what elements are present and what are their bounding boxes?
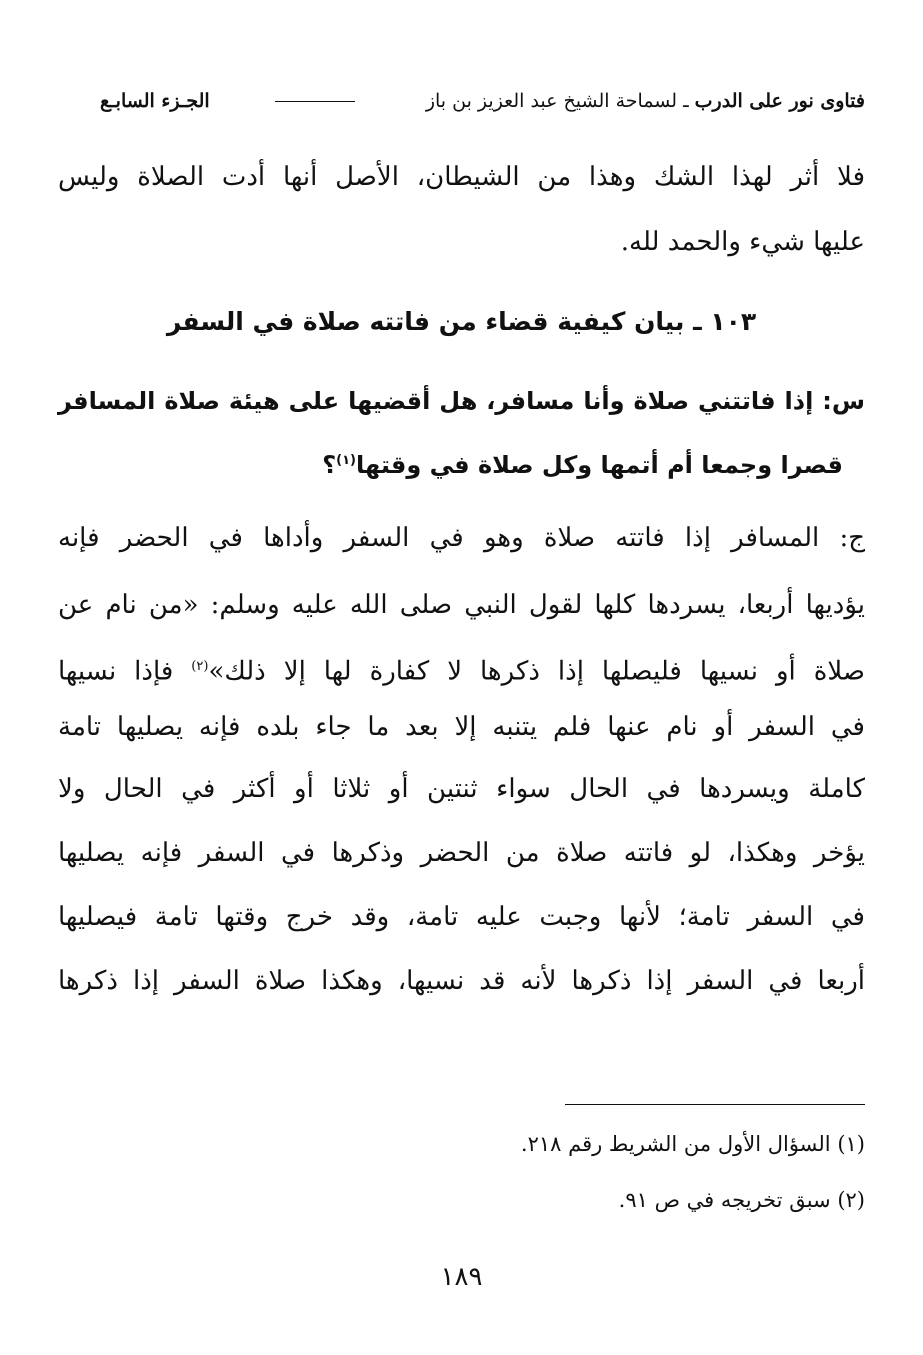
page-number: ١٨٩ (440, 1262, 483, 1292)
part-title: الجـزء السابـع (100, 90, 210, 112)
continuation-line-2: عليها شيء والحمد لله. (620, 227, 865, 257)
footnote-2: (٢) سبق تخريجه في ص ٩١. (618, 1188, 865, 1212)
footnote-separator (565, 1104, 865, 1105)
header-author: ـ لسماحة الشيخ عبد العزيز بن باز (425, 90, 689, 112)
question-line-2-text: قصرا وجمعا أم أتمها وكل صلاة في وقتها (355, 451, 843, 479)
running-header (100, 84, 865, 118)
answer-line-2: يؤديها أربعا، يسردها كلها لقول النبي صلى الله عليه وسلم: «من نام عن (58, 590, 865, 620)
footnote-1: (١) السؤال الأول من الشريط رقم ٢١٨. (520, 1132, 865, 1156)
answer-line-7: في السفر تامة؛ لأنها وجبت عليه تامة، وقد خرج وقتها تامة فيصليها (58, 902, 865, 932)
answer-line-1: ج: المسافر إذا فاتته صلاة وهو في السفر وأداها في الحضر فإنه (58, 523, 865, 553)
answer-line-6: يؤخر وهكذا، لو فاتته صلاة من الحضر وذكرها في السفر فإنه يصليها (58, 838, 865, 868)
header-title-group (420, 90, 865, 112)
answer-line-8: أربعا في السفر إذا ذكرها لأنه قد نسيها، وهكذا صلاة السفر إذا ذكرها (58, 966, 865, 996)
answer-line-3a: صلاة أو نسيها فليصلها إذا ذكرها لا كفارة لها إلا ذلك» (208, 656, 865, 687)
book-title: فتاوى نور على الدرب (694, 90, 865, 112)
section-heading: ١٠٣ ـ بيان كيفية قضاء من فاتته صلاة في السفر (166, 307, 757, 336)
footnote-ref-2: (٢) (191, 659, 209, 674)
answer-line-4: في السفر أو نام عنها فلم يتنبه إلا بعد ما جاء بلده فإنه يصليها تامة (58, 712, 865, 742)
answer-line-3 (58, 647, 865, 692)
question-line-2 (58, 441, 843, 485)
header-rule (275, 101, 355, 102)
answer-line-3b: فإذا نسيها (58, 656, 192, 687)
question-mark: ؟ (322, 451, 337, 479)
question-line-1: س: إذا فاتتني صلاة وأنا مسافر، هل أقضيها على هيئة صلاة المسافر (58, 387, 865, 415)
continuation-line-1: فلا أثر لهذا الشك وهذا من الشيطان، الأصل أنها أدت الصلاة وليس (58, 162, 865, 192)
answer-line-5: كاملة ويسردها في الحال سواء ثنتين أو ثلاثا أو أكثر في الحال ولا (58, 774, 865, 804)
footnote-ref-1: (١) (336, 453, 356, 468)
